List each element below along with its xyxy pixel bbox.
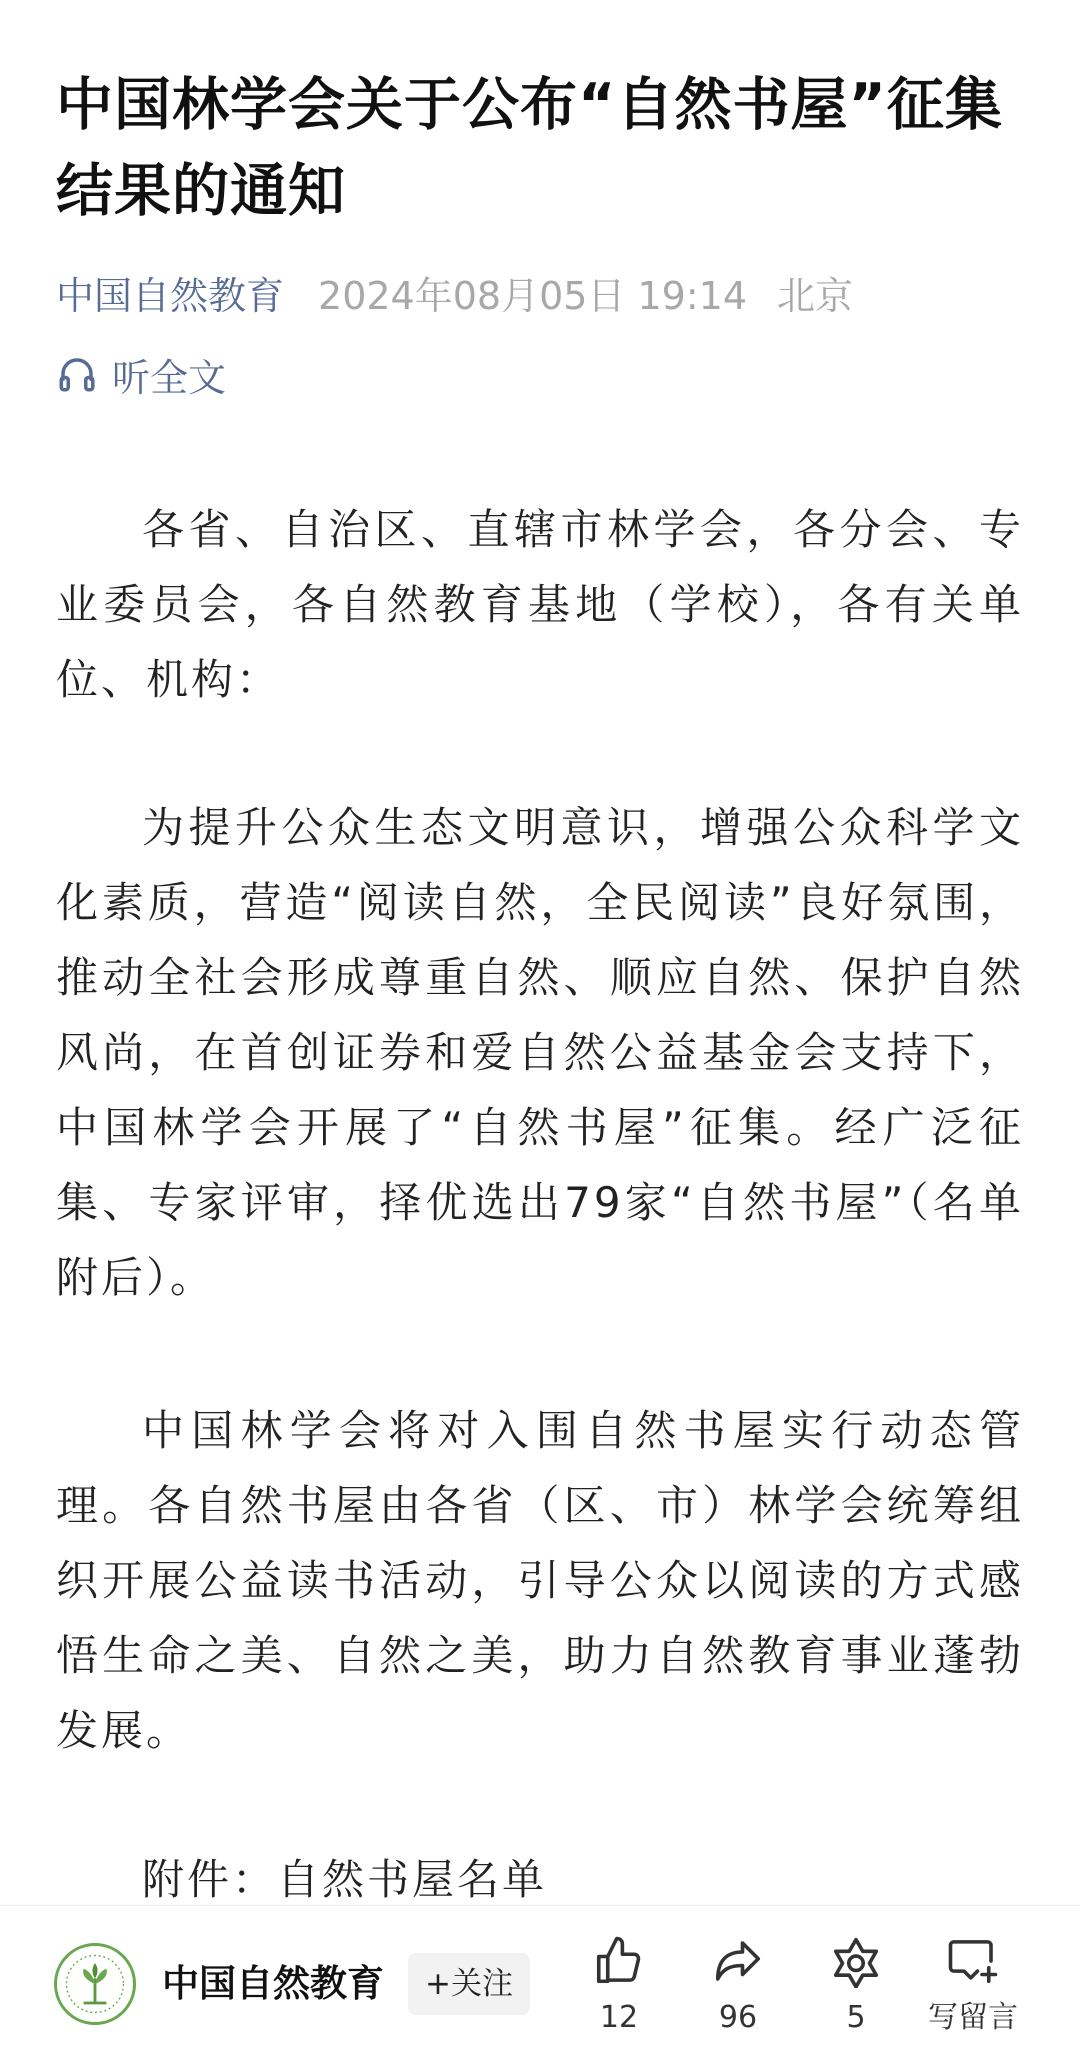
tree-logo-icon <box>57 1946 133 2022</box>
paragraph-addressees: 各省、自治区、直辖市林学会，各分会、专业委员会，各自然教育基地（学校），各有关单位、机构： <box>56 505 1024 704</box>
listen-button[interactable] <box>56 344 226 404</box>
like-count: 12 <box>599 2000 639 2035</box>
attachment-line: 附件：自然书屋名单 <box>142 1855 548 1904</box>
share-arrow-icon <box>711 1934 765 1988</box>
listen-label: 听全文 <box>112 355 227 400</box>
thumbs-up-icon <box>592 1934 646 1988</box>
like-button[interactable] <box>564 1934 674 2054</box>
article-meta <box>56 262 853 322</box>
publish-location: 北京 <box>777 273 854 318</box>
share-button[interactable] <box>683 1934 793 2054</box>
follow-button[interactable]: +关注 <box>408 1953 530 2015</box>
write-comment-button[interactable] <box>918 1934 1028 2054</box>
write-comment-label: 写留言 <box>928 2000 1018 2035</box>
paragraph-announcement: 为提升公众生态文明意识，增强公众科学文化素质，营造“阅读自然，全民阅读”良好氛围，推动全社会形成尊重自然、顺应自然、保护自然风尚，在首创证券和爱自然公益基金会支持下，中国林学会开展了“自然书屋”征集。经广泛征集、专家评审，择优选出79家“自然书屋”（名单附后）。 <box>56 803 1024 1302</box>
favorite-button[interactable] <box>801 1934 911 2054</box>
account-link[interactable]: 中国自然教育 <box>56 273 285 318</box>
star-count: 5 <box>846 2000 866 2035</box>
publish-date: 2024年08月05日 19:14 <box>318 273 748 318</box>
star-hexagram-icon <box>829 1934 883 1988</box>
share-count: 96 <box>718 2000 758 2035</box>
account-avatar[interactable] <box>54 1943 136 2025</box>
headphones-icon <box>56 353 98 395</box>
comment-plus-icon <box>946 1934 1000 1988</box>
bottom-bar <box>0 1905 1080 2071</box>
paragraph-management: 中国林学会将对入围自然书屋实行动态管理。各自然书屋由各省（区、市）林学会统筹组织开展公益读书活动，引导公众以阅读的方式感悟生命之美、自然之美，助力自然教育事业蓬勃发展。 <box>56 1406 1024 1755</box>
article-title: 中国林学会关于公布“自然书屋”征集结果的通知 <box>56 72 1003 224</box>
bottom-account-name[interactable]: 中国自然教育 <box>162 1962 384 2005</box>
